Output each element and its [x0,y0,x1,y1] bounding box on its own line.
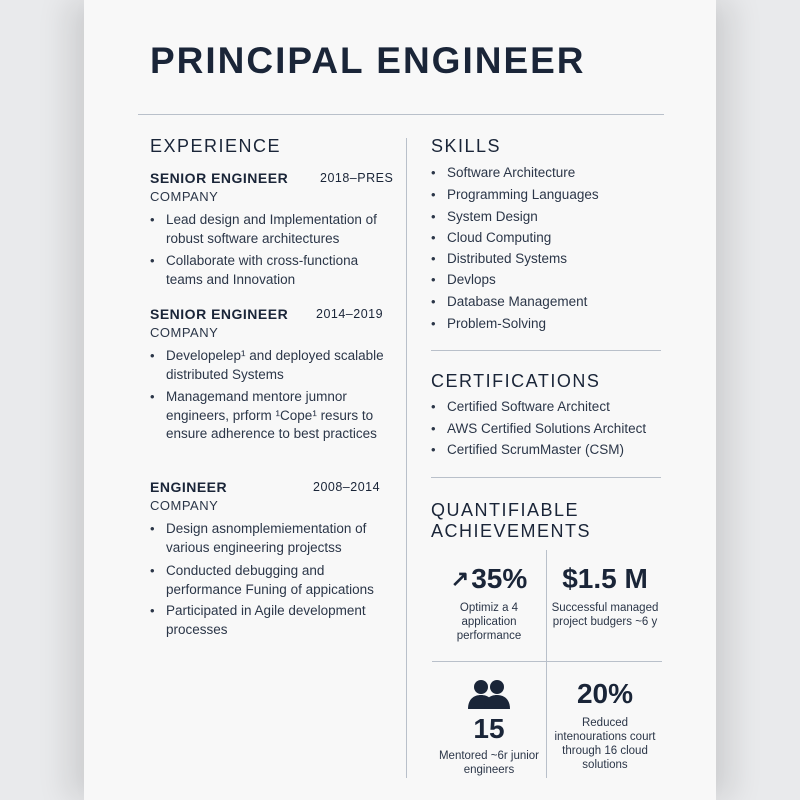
job-dates: 2018–PRES [320,171,394,185]
achievements-grid-horizontal [432,661,662,662]
achievement-card [432,678,546,777]
resume-page [84,0,716,800]
job-company: COMPANY [150,189,219,204]
achievements-grid-vertical [546,550,547,778]
skill-item: • System Design [431,209,707,224]
skill-item: • Cloud Computing [431,230,707,245]
job-company: COMPANY [150,325,219,340]
job-bullet: • Conducted debugging and performance Funing of appications [150,562,396,599]
job-bullet: • Design asnomplemiementation of various engineering projectss [150,520,391,557]
certification-item: • AWS Certified Solutions Architect [431,421,707,436]
skills-heading: SKILLS [431,136,502,156]
experience-heading: EXPERIENCE [150,136,282,156]
achievements-heading-line2: ACHIEVEMENTS [431,521,592,541]
job-company: COMPANY [150,498,219,513]
certifications-divider [431,477,661,478]
achievement-value: 35% [471,563,528,594]
achievement-value-row [432,563,546,595]
achievement-card [432,563,546,643]
people-icon [465,678,513,710]
skill-item: • Distributed Systems [431,251,707,266]
achievement-value: 20% [576,678,634,709]
page-title: PRINCIPAL ENGINEER [150,40,586,81]
job-bullet: • Lead design and Implementation of robust software architectures [150,211,396,248]
achievement-description: Mentored ~6r junior engineers [438,750,540,776]
job-title: ENGINEER [150,479,228,495]
title-divider [138,114,664,115]
skills-divider [431,350,661,351]
certification-item: • Certified ScrumMaster (CSM) [431,442,707,457]
achievement-description: Successful managed project budgers ~6 y [551,602,659,628]
trend-up-arrow-icon: ↗ [450,566,470,591]
job-dates: 2008–2014 [313,480,381,494]
skill-item: • Database Management [431,294,707,309]
job-title: SENIOR ENGINEER [150,170,289,186]
column-divider [406,138,407,778]
skill-item: • Devlops [431,272,707,287]
achievement-value: 15 [473,713,505,744]
achievement-description: Reduced intenourations court through 16 cloud solutions [554,717,656,771]
achievement-card [548,563,662,629]
job-bullet: • Collaborate with cross-functiona teams and Innovation [150,252,396,289]
job-dates: 2014–2019 [316,307,384,321]
job-title: SENIOR ENGINEER [150,306,289,322]
job-bullet: • Managemand mentore jumnor engineers, prform ¹Cope¹ resurs to ensure adherence to best practices [150,388,381,444]
achievement-card [548,678,662,772]
skill-item: • Programming Languages [431,187,707,202]
achievement-description: Optimiz a 4 application performance [456,602,522,642]
job-bullet: • Developelep¹ and deployed scalable distributed Systems [150,347,396,384]
achievement-value: $1.5 M [562,563,648,594]
certification-item: • Certified Software Architect [431,399,707,414]
skill-item: • Problem-Solving [431,316,707,331]
certifications-heading: CERTIFICATIONS [431,371,601,391]
achievements-heading-line1: QUANTIFIABLE [431,500,580,520]
job-bullet: • Participated in Agile development processes [150,602,396,639]
skill-item: • Software Architecture [431,165,707,180]
